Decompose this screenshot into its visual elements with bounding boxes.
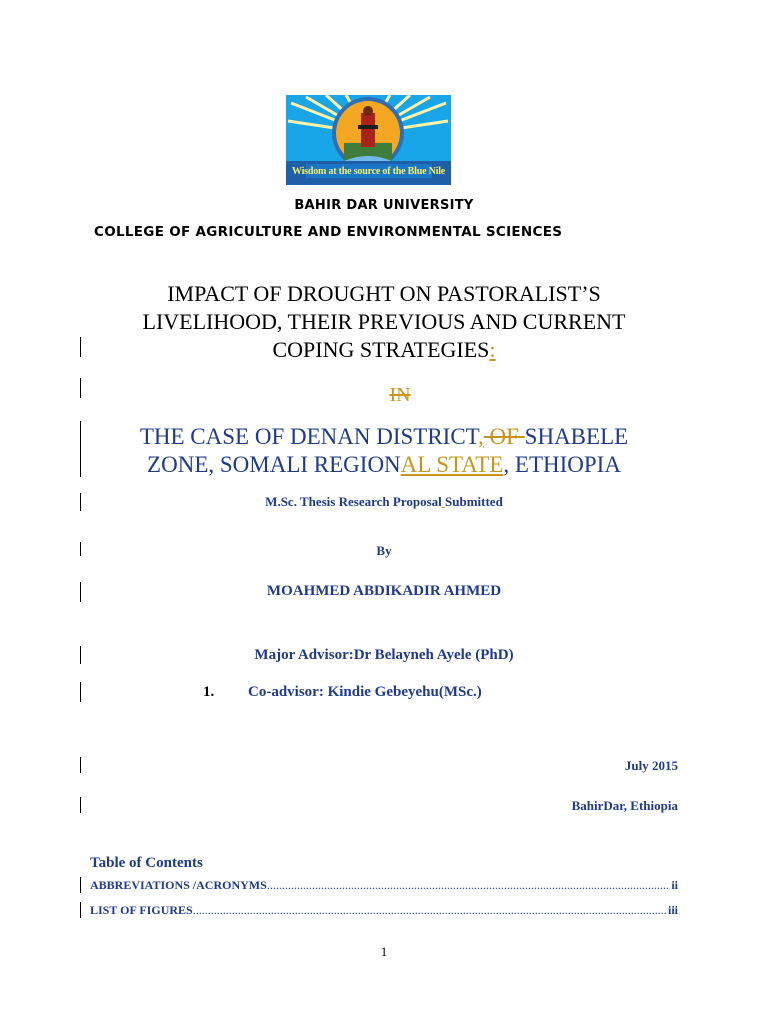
change-bar	[80, 493, 81, 511]
title-inserted-colon: :	[489, 337, 496, 362]
toc-entry-label: ABBREVIATIONS /ACRONYMS	[90, 878, 267, 892]
case-inserted-text: AL STATE	[400, 452, 504, 477]
by-label: By	[376, 543, 392, 558]
college-name: COLLEGE OF AGRICULTURE AND ENVIRONMENTAL SCIENCES	[94, 224, 563, 240]
title-line-1: IMPACT OF DROUGHT ON PASTORALIST’S	[167, 281, 601, 306]
change-bar	[80, 797, 81, 813]
toc-leader-dots	[267, 878, 671, 893]
case-line-2	[0, 451, 768, 479]
page-number: 1	[380, 944, 388, 959]
toc-entry-page: ii	[671, 878, 678, 892]
toc-entry[interactable]	[90, 903, 678, 919]
case-line-2-b: , ETHIOPIA	[503, 452, 621, 477]
co-advisor: Co-advisor: Kindie Gebeyehu(MSc.)	[248, 684, 482, 700]
proposal-subtitle	[0, 494, 768, 510]
title-line-2: LIVELIHOOD, THEIR PREVIOUS AND CURRENT	[142, 309, 626, 334]
case-line-1-b: SHABELE	[524, 424, 629, 449]
university-logo	[286, 95, 451, 185]
major-advisor: Major Advisor:Dr Belayneh Ayele (PhD)	[254, 647, 514, 663]
case-line-1	[0, 423, 768, 451]
change-bar	[80, 682, 81, 702]
university-name: BAHIR DAR UNIVERSITY	[294, 198, 474, 213]
change-bar	[80, 421, 81, 477]
toc-heading: Table of Contents	[90, 855, 203, 871]
proposal-subtitle-b: Submitted	[445, 494, 503, 509]
co-advisor-number: 1.	[203, 684, 215, 700]
toc-leader-dots	[193, 903, 667, 918]
submission-date: July 2015	[624, 758, 678, 773]
title-line-3-text: COPING STRATEGIES	[272, 337, 490, 362]
change-bar	[80, 877, 81, 893]
case-line-1-a: THE CASE OF DENAN DISTRICT	[139, 424, 479, 449]
change-bar	[80, 646, 81, 664]
change-bar	[80, 542, 81, 556]
title-line-3	[0, 336, 768, 364]
author-name: MOAHMED ABDIKADIR AHMED	[266, 583, 502, 599]
toc-entry[interactable]	[90, 878, 678, 894]
change-bar	[80, 378, 81, 398]
case-struck-of: OF	[483, 424, 525, 449]
change-bar	[80, 902, 81, 918]
title-struck-in: IN	[389, 384, 411, 406]
change-bar	[80, 757, 81, 773]
change-bar	[80, 582, 81, 602]
change-bar	[80, 337, 81, 357]
toc-entry-page: iii	[667, 903, 678, 917]
submission-place: BahirDar, Ethiopia	[571, 798, 678, 813]
proposal-subtitle-a: M.Sc. Thesis Research Proposal	[265, 494, 442, 509]
toc-entry-label: LIST OF FIGURES	[90, 903, 193, 917]
logo-motto: Wisdom at the source of the Blue Nile	[291, 166, 446, 177]
case-line-2-a: ZONE, SOMALI REGION	[147, 452, 401, 477]
case-inserted-comma: ,	[478, 424, 484, 449]
